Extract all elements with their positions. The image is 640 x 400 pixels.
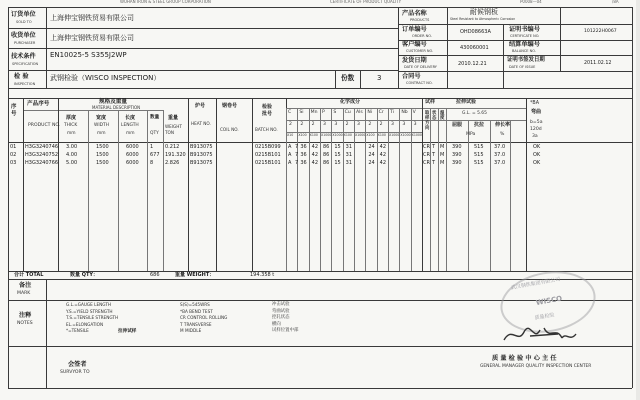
buyer-label: 订货单位	[11, 11, 36, 18]
contract-no-label-en: CONTRACT NO.	[406, 81, 433, 85]
heat-header: 炉号	[195, 103, 206, 109]
order-no-label: 订单编号	[402, 26, 427, 33]
bend-angle: 120d	[530, 127, 542, 132]
el-header: 伸长率	[495, 122, 511, 128]
note-line: *=TENSILE	[66, 328, 89, 333]
length-unit: mm	[126, 131, 135, 136]
chem-value: 42	[379, 144, 387, 150]
tech-spec-value: EN10025-5 S355J2WP	[50, 51, 127, 59]
product-name-label-en: PRODUCTS	[410, 18, 430, 22]
stamp-bottom: 质量检验	[534, 312, 555, 322]
heat-no: B913075	[190, 152, 213, 158]
copies-label: 份数	[341, 74, 355, 82]
buyer-label-en: SOLD TO	[16, 20, 32, 24]
chem-col-nb: Nb	[401, 110, 408, 115]
batch-header-en: BATCH NO.	[255, 127, 278, 132]
chem-mult: 3	[402, 122, 406, 127]
chem-unit: X100	[343, 133, 352, 137]
chem-mult: 2	[368, 122, 372, 127]
chem-mult: 2	[379, 122, 383, 127]
chem-col-mn: Mn	[310, 110, 318, 115]
bend-result: OK	[533, 160, 541, 166]
stamp-mid: WISCO	[535, 294, 563, 308]
mark-label: 备注	[19, 282, 32, 289]
product-no-header: 产品序号	[27, 101, 50, 107]
chem-value: 15	[334, 160, 341, 166]
batch-no: 0215B101	[255, 160, 281, 166]
chem-col-c: C	[288, 110, 292, 115]
tensile-header: 拉伸试验	[456, 99, 477, 105]
bend-ratio: 3a	[532, 134, 538, 139]
row-no: 01	[10, 144, 17, 150]
chem-value: 7	[295, 152, 299, 158]
order-no-label-en: ORDER NO.	[412, 34, 432, 38]
temp: M	[440, 152, 445, 158]
customer-no-label: 客户编号	[402, 41, 427, 48]
chem-value: 42	[379, 160, 387, 166]
chem-col-ni: Ni	[367, 110, 373, 115]
chem-unit: X100	[309, 133, 318, 137]
thick: 3.00	[66, 144, 78, 150]
bend-header: 弯曲	[531, 109, 542, 115]
width: 1500	[96, 152, 109, 158]
chem-value: 42	[311, 160, 319, 166]
direction: CR	[423, 160, 430, 166]
delivery-date-value: 2010.12.21	[458, 61, 487, 67]
total-weight-value: 194.358 t	[250, 272, 275, 278]
yield-strength: 390	[452, 160, 462, 166]
contract-no-label: 合同号	[402, 73, 421, 80]
length: 6000	[126, 160, 139, 166]
chem-mult: 2	[289, 122, 292, 127]
chem-col-cu: Cu	[344, 110, 351, 115]
chem-value: 24	[368, 160, 375, 166]
chem-mult: 2	[300, 122, 304, 127]
chem-mult: 3	[323, 122, 326, 127]
direction: CR	[423, 152, 430, 158]
qty: 8	[150, 160, 154, 166]
row-no-header: 序号	[11, 104, 17, 117]
product-no: H3G3240766	[25, 160, 59, 166]
note-line: M MIDDLE	[180, 328, 202, 333]
note-line: EL.=ELONGATION	[66, 321, 104, 327]
delivery-date-label-en: DATE OF DELIVERY	[404, 65, 437, 69]
tech-spec-label-en: SPECIFICATION	[12, 62, 39, 66]
heat-header-en: HEAT NO.	[191, 121, 211, 126]
chem-unit: X1000	[389, 133, 400, 137]
chem-col-si: Si	[299, 110, 304, 115]
sample-header: 试样	[425, 99, 436, 105]
chem-value: 15	[334, 152, 341, 158]
state: T	[432, 160, 436, 166]
chem-mult: 3	[413, 122, 417, 127]
chem-value: 31	[345, 160, 353, 166]
receiver-label-en: PURCHASER	[14, 41, 36, 45]
state: T	[432, 144, 436, 150]
chem-value: 24	[368, 152, 375, 158]
receiver-label: 收货单位	[11, 32, 36, 39]
note-line: 试样位置中部	[272, 328, 299, 333]
sample-code: A	[288, 160, 292, 166]
form-code: P0008—04	[520, 0, 542, 4]
chem-value: 31	[345, 144, 353, 150]
direction: CR	[423, 144, 430, 150]
qty: 677	[150, 152, 160, 158]
tensile-strength: 515	[474, 152, 484, 158]
product-name-label: 产品名称	[402, 10, 427, 17]
notes-label-en: NOTES	[17, 321, 33, 326]
length-header: 长度	[125, 115, 136, 121]
chem-col-ti: Ti	[390, 110, 394, 115]
chem-mult: 2	[345, 122, 349, 127]
elongation: 37.0	[494, 144, 506, 150]
total-qty-value: 686	[150, 272, 160, 278]
thick: 5.00	[66, 160, 78, 166]
cert-no-label-en: CERTIFICATE NO.	[510, 34, 540, 38]
chem-value: 42	[311, 152, 319, 158]
weight: 191.320	[165, 152, 186, 158]
chem-value: 36	[300, 152, 307, 158]
width: 1500	[96, 144, 109, 150]
weight: 2.826	[165, 160, 180, 166]
impact-header: *BA	[530, 101, 539, 106]
chem-col-cr: Cr	[378, 110, 384, 115]
chem-col-als: Als	[356, 110, 363, 115]
chem-unit: X100	[377, 133, 386, 137]
thick-header: 厚度	[66, 115, 77, 121]
chem-value: 7	[295, 160, 299, 166]
product-name-value-en: Steel Resistant to Atmospheric Corrosion	[450, 17, 516, 21]
temp-header: 温度	[440, 111, 445, 121]
length-header-en: LENGTH	[121, 123, 139, 128]
thick: 4.00	[66, 152, 78, 158]
inspection-label-en: INSPECTION	[14, 82, 36, 86]
note-line: T TRANSVERSE	[180, 321, 212, 327]
tensile-sub: G.L. = 5.65	[462, 111, 487, 116]
balance-no-label: 结算单编号	[509, 41, 540, 48]
certificate-title: CERTIFICATE OF PRODUCT QUALITY	[330, 0, 402, 4]
yield-header: 屈服	[452, 122, 463, 128]
heat-no: B913075	[190, 160, 213, 166]
customer-no-value: 430060001	[460, 45, 489, 51]
order-no-value: OHD08663A	[460, 29, 491, 35]
heat-no: B913075	[190, 144, 213, 150]
tech-spec-label: 技术条件	[11, 53, 36, 60]
row-no: 03	[10, 160, 17, 166]
bend-result: OK	[533, 152, 541, 158]
surveyor-label-en: SURVYOR TO	[60, 370, 90, 375]
chem-value: 36	[300, 144, 307, 150]
manager-label-en: GENERAL MANAGER QUALITY INSPECTION CENTER	[480, 364, 592, 369]
chem-mult: 2	[311, 122, 315, 127]
chem-col-s: S	[333, 110, 337, 115]
issue-date-value: 2011.02.12	[584, 61, 612, 66]
note-line: S(S)=545WRS	[180, 302, 210, 307]
note-line: 横向	[272, 321, 281, 327]
qty-header-en: QTY	[150, 131, 159, 136]
elongation: 37.0	[494, 152, 506, 158]
width-unit: mm	[97, 131, 106, 136]
tensile-strength: 515	[474, 160, 484, 166]
weight: 0.212	[165, 144, 180, 150]
chem-value: 42	[379, 152, 387, 158]
note-line: 冲击试验	[272, 302, 290, 307]
coil-header-en: COIL NO.	[220, 127, 239, 132]
note-line: T.S.=TENSILE STRENGTH	[66, 315, 119, 320]
inspection-label: 检 验	[14, 73, 29, 80]
manager-label: 质 量 检 验 中 心 主 任	[492, 355, 557, 362]
note-line: Y.S.=YIELD STRENGTH	[66, 308, 113, 314]
thick-unit: mm	[67, 131, 76, 136]
chem-value: 36	[300, 160, 307, 166]
product-name-value: 耐候钢板	[470, 8, 498, 16]
qty: 1	[150, 144, 154, 150]
product-no: H3G3240746	[25, 144, 59, 150]
length: 6000	[126, 152, 139, 158]
chem-value: 31	[345, 152, 353, 158]
batch-header: 检验批号	[262, 104, 273, 117]
chem-value: 86	[323, 144, 330, 150]
chem-value: 86	[323, 160, 330, 166]
total-qty-label: 数量 QTY：	[70, 272, 99, 278]
surveyor-label: 会签者	[68, 361, 87, 368]
company-header: WUHAN IRON & STEEL GROUP CORPORATION	[120, 0, 211, 4]
chem-header: 化学成分	[340, 99, 361, 105]
total-label: 合计 TOTAL	[14, 272, 44, 278]
spec-header-en: MATERIAL DESCRIPTION	[92, 105, 141, 110]
chem-unit: X10	[287, 133, 294, 137]
cert-no-value: 101222H0067	[584, 29, 617, 34]
mark-label-en: MARK	[17, 291, 31, 296]
page-code: /8A	[612, 0, 619, 4]
batch-no: 0215B101	[255, 152, 281, 158]
note-line: CR CONTROL ROLLING	[180, 315, 228, 320]
note-line: *BA BEND TEST	[180, 308, 213, 314]
notes-label: 注释	[19, 312, 32, 319]
chem-unit: X1000	[332, 133, 343, 137]
direction-header: 取样方向	[425, 111, 430, 131]
qty-header: 数量	[150, 115, 160, 120]
issue-date-label: 证明书签发日期	[507, 57, 545, 63]
width: 1500	[96, 160, 109, 166]
weight-header-en: WEIGHT TON	[165, 124, 182, 135]
temp: M	[440, 144, 445, 150]
row-no: 02	[10, 152, 17, 158]
elongation: 37.0	[494, 160, 506, 166]
chem-col-p: P	[322, 110, 325, 115]
yield-strength: 390	[452, 144, 462, 150]
batch-no: 0215B099	[255, 144, 281, 150]
notes-tail: 拉伸试样	[118, 329, 137, 334]
tensile-strength: 515	[474, 144, 484, 150]
chem-unit: X1000	[355, 133, 366, 137]
length: 6000	[126, 144, 139, 150]
chem-value: 42	[311, 144, 319, 150]
total-weight-label: 重量 WEIGHT：	[175, 272, 215, 278]
sample-code: A	[288, 144, 292, 150]
width-header-en: WIDTH	[94, 123, 110, 128]
chem-unit: X1000	[321, 133, 332, 137]
note-line: G.L.=GAUGE LENGTH	[66, 302, 112, 307]
chem-mult: 3	[334, 122, 338, 127]
note-line: 控轧状态	[272, 315, 290, 320]
ts-header: 抗拉	[474, 122, 485, 128]
buyer-value: 上海伸宝钢铁贸易有限公司	[50, 14, 134, 22]
delivery-date-label: 发货日期	[402, 57, 427, 64]
product-no: H3G3240752	[25, 152, 59, 158]
chem-col-v: V	[412, 110, 416, 115]
bend-result: OK	[533, 144, 541, 150]
cert-no-label: 证明书编号	[509, 26, 540, 33]
spec-header: 规格及重量	[99, 99, 127, 105]
chem-mult: 3	[357, 122, 360, 127]
chem-unit: X1000	[400, 133, 411, 137]
copies-value: 3	[377, 74, 382, 82]
balance-no-label-en: BALANCE NO.	[512, 49, 536, 53]
sample-code: A	[288, 152, 292, 158]
yield-strength: 390	[452, 152, 462, 158]
chem-mult: 3	[391, 122, 394, 127]
thick-header-en: THICK	[64, 123, 78, 128]
receiver-value: 上海伸宝钢铁贸易有限公司	[50, 34, 134, 42]
product-no-header-en: PRODUCT NO.	[28, 123, 61, 128]
pct-unit: %	[500, 132, 505, 137]
bend-sub: b=5a	[530, 120, 543, 125]
top-strip	[0, 0, 636, 6]
signature	[500, 322, 580, 348]
issue-date-label-en: DATE OF ISSUE	[509, 65, 536, 69]
customer-no-label-en: CUSTOMER NO.	[406, 49, 434, 53]
weight-header: 重量	[168, 115, 179, 121]
coil-header: 钢卷号	[222, 103, 238, 109]
stamp-text: 武汉钢铁集团有限公司	[510, 276, 561, 292]
temp: M	[440, 160, 445, 166]
chem-unit: X1000	[411, 133, 422, 137]
state: T	[432, 152, 436, 158]
width-header: 宽度	[96, 115, 107, 121]
mpa-unit: MPa	[466, 132, 476, 137]
chem-unit: X100	[366, 133, 375, 137]
inspection-value: 武钢检验（WISCO INSPECTION）	[50, 74, 161, 82]
chem-value: 24	[368, 144, 375, 150]
chem-value: 7	[295, 144, 299, 150]
chem-value: 86	[323, 152, 330, 158]
note-line: 弯曲试验	[272, 308, 290, 314]
chem-unit: X100	[298, 133, 307, 137]
chem-value: 15	[334, 144, 341, 150]
state-header: 状态	[432, 111, 437, 121]
